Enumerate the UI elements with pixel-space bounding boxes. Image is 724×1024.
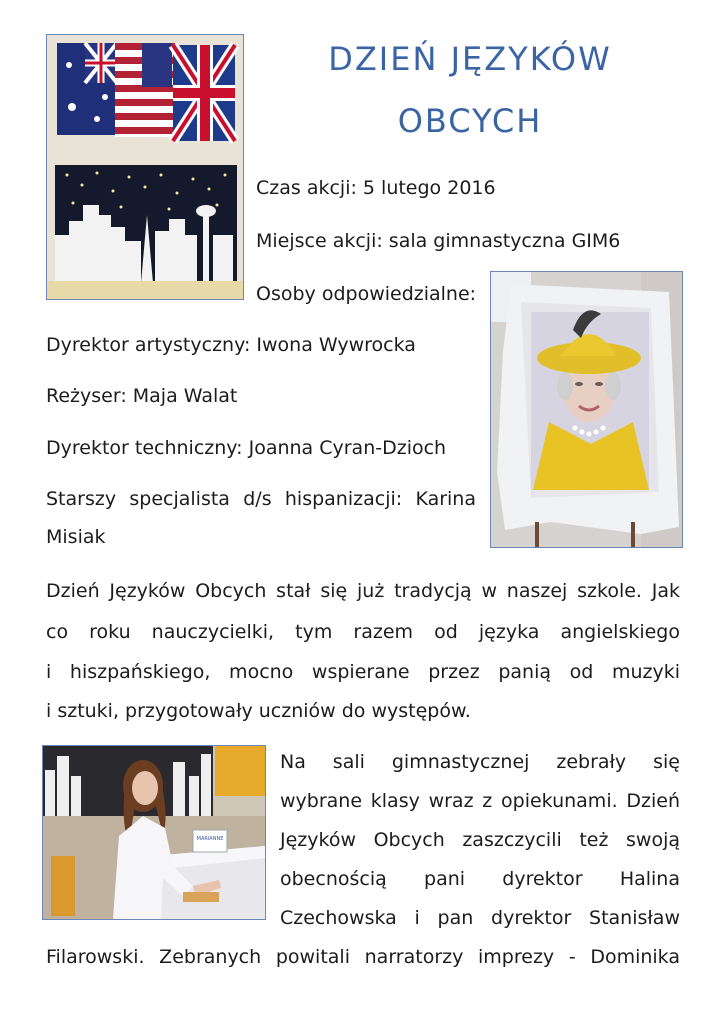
paragraph-1-line-2: co roku nauczycielki, tym razem od języka angielskiego xyxy=(46,621,680,643)
page-title-line-2: OBCYCH xyxy=(397,102,543,140)
responsible-persons-heading: Osoby odpowiedzialne: xyxy=(256,283,477,305)
flags-skyline-photo xyxy=(46,34,244,300)
specialist-line-2: Misiak xyxy=(46,526,106,548)
paragraph-2-line-5: Czechowska i pan dyrektor Stanisław xyxy=(280,907,680,929)
art-director: Dyrektor artystyczny: Iwona Wywrocka xyxy=(46,334,416,356)
paragraph-2-line-3: Języków Obcych zaszczycili też swoją xyxy=(280,829,680,851)
technical-director: Dyrektor techniczny: Joanna Cyran-Dzioch xyxy=(46,437,447,459)
paragraph-1-line-1: Dzień Języków Obcych stał się już tradycją w naszej szkole. Jak xyxy=(46,580,680,602)
paragraph-1-line-3: i hiszpańskiego, mocno wspierane przez panią od muzyki xyxy=(46,661,680,683)
paragraph-2-line-2: wybrane klasy wraz z opiekunami. Dzień xyxy=(280,790,680,812)
page-title-line-1: DZIEŃ JĘZYKÓW xyxy=(328,40,612,78)
action-place: Miejsce akcji: sala gimnastyczna GIM6 xyxy=(256,230,621,252)
queen-painting-photo xyxy=(490,271,683,548)
action-time: Czas akcji: 5 lutego 2016 xyxy=(256,177,496,199)
director: Reżyser: Maja Walat xyxy=(46,385,238,407)
paragraph-1-line-4: i sztuki, przygotowały uczniów do występów. xyxy=(46,700,471,722)
paragraph-2-line-4: obecnością pani dyrektor Halina xyxy=(280,868,680,890)
specialist-line-1: Starszy specjalista d/s hispanizacji: Karina xyxy=(46,488,476,510)
student-at-table-photo xyxy=(42,745,266,920)
paragraph-2-line-6: Filarowski. Zebranych powitali narratorzy imprezy - Dominika xyxy=(46,946,680,968)
paragraph-2-line-1: Na sali gimnastycznej zebrały się xyxy=(280,751,680,773)
name-sign-text: MARIANNE xyxy=(196,836,224,842)
